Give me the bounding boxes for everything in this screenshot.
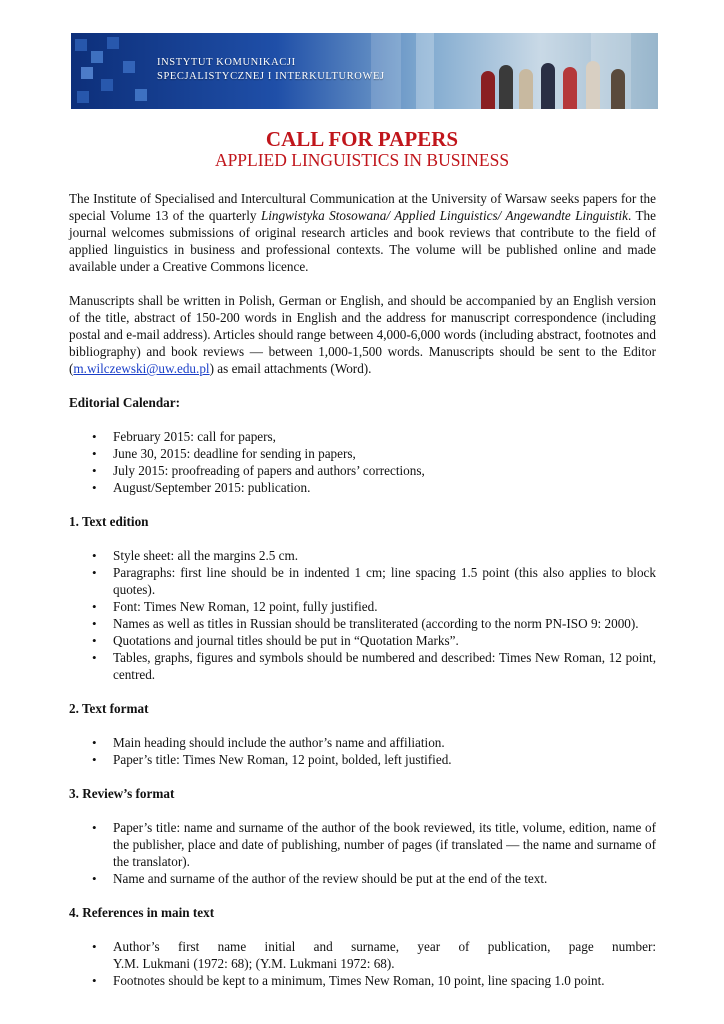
page-title: CALL FOR PAPERS — [265, 127, 459, 151]
references-list — [69, 938, 656, 989]
review-format-heading: 3. Review’s format — [69, 786, 175, 801]
list-item: • July 2015: proofreading of papers and authors’ corrections, — [113, 462, 656, 479]
text-format-list — [69, 734, 656, 768]
text-format-heading: 2. Text format — [69, 701, 149, 716]
journal-title: Lingwistyka Stosowana/ Applied Linguistics/ Angewandte Linguistik — [260, 208, 628, 223]
decorative-squares — [71, 33, 161, 109]
text-edition-heading: 1. Text edition — [69, 514, 149, 529]
list-item: • Paragraphs: first line should be in indented 1 cm; line spacing 1.5 point (this also applies to block quotes). — [113, 564, 656, 598]
reference-example-line: Y.M. Lukmani (1972: 68); (Y.M. Lukmani 1972: 68). — [113, 956, 395, 971]
document-body — [69, 190, 656, 989]
list-item: • Style sheet: all the margins 2.5 cm. — [113, 547, 656, 564]
list-item: • February 2015: call for papers, — [113, 428, 656, 445]
intro-paragraph: The Institute of Specialised and Intercultural Communication at the University of Warsaw seeks papers for the special Volume 13 of the quarterly Lingwistyka Stosowana/ Applied Linguistics/ Angewandte Linguistik. The journal welcomes submissions of original research articles and book reviews that contribute to the field of applied linguistics in business and professional contexts. The volume will be published online and made available under a Creative Commons licence. — [69, 191, 656, 274]
banner-line-1: INSTYTUT KOMUNIKACJI — [157, 57, 296, 68]
list-item: • Quotations and journal titles should be put in “Quotation Marks”. — [113, 632, 656, 649]
list-item: • Footnotes should be kept to a minimum, Times New Roman, 10 point, line spacing 1.0 point. — [113, 972, 656, 989]
page-subtitle: APPLIED LINGUISTICS IN BUSINESS — [214, 150, 510, 170]
references-heading: 4. References in main text — [69, 905, 215, 920]
institute-banner — [71, 33, 658, 109]
list-item — [113, 938, 656, 972]
reference-format-line: • Author’s first name initial and surname, year of publication, page number: — [113, 939, 656, 954]
list-item: • Main heading should include the author’s name and affiliation. — [113, 734, 656, 751]
banner-text — [157, 56, 385, 84]
manuscripts-paragraph: Manuscripts shall be written in Polish, German or English, and should be accompanied by an English version of the title, abstract of 150-200 words in English and the address for manuscript correspondence (including postal and e-mail address). Articles should range between 4,000-6,000 words (including abstract, footnotes and bibliography) and book reviews — between 1,000-1,500 words. Manuscripts should be sent to the Editor (m.wilczewski@uw.edu.pl) as email attachments (Word). — [69, 293, 656, 376]
list-item: • Font: Times New Roman, 12 point, fully justified. — [113, 598, 656, 615]
review-format-list — [69, 819, 656, 887]
calendar-heading: Editorial Calendar: — [69, 395, 180, 410]
banner-line-2: SPECJALISTYCZNEJ I INTERKULTUROWEJ — [157, 71, 385, 82]
editor-email-link[interactable]: m.wilczewski@uw.edu.pl — [73, 361, 210, 376]
list-item: • Tables, graphs, figures and symbols should be numbered and described: Times New Roman, 12 point, centred. — [113, 649, 656, 683]
list-item: • Name and surname of the author of the review should be put at the end of the text. — [113, 870, 656, 887]
list-item: • Names as well as titles in Russian should be transliterated (according to the norm PN-ISO 9: 2000). — [113, 615, 656, 632]
text-edition-list — [69, 547, 656, 683]
list-item: • June 30, 2015: deadline for sending in papers, — [113, 445, 656, 462]
calendar-list — [69, 428, 656, 496]
list-item: • August/September 2015: publication. — [113, 479, 656, 496]
list-item: • Paper’s title: name and surname of the author of the book reviewed, its title, volume, edition, name of the publisher, place and date of publishing, number of pages (if translated — the name and surname of the translator). — [113, 819, 656, 870]
list-item: • Paper’s title: Times New Roman, 12 point, bolded, left justified. — [113, 751, 656, 768]
